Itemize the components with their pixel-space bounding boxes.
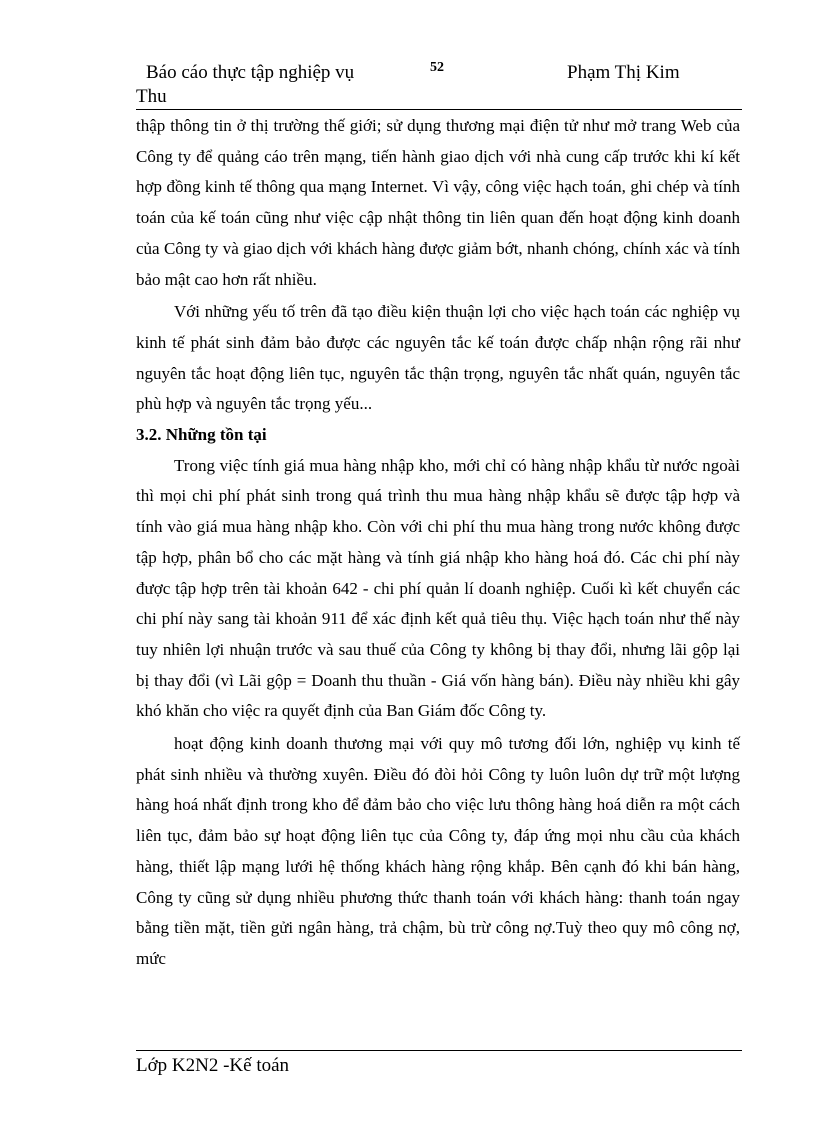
section-heading: 3.2. Những tồn tại <box>136 425 267 445</box>
page-footer: Lớp K2N2 -Kế toán <box>136 1055 290 1076</box>
paragraph: Trong việc tính giá mua hàng nhập kho, mới chỉ có hàng nhập khẩu từ nước ngoài thì mọi chi phí phát sinh trong quá trình thu mua hàng nhập khẩu sẽ được tập hợp và tính vào giá mua hàng nhập kho. Còn với chi phí thu mua hàng trong nước không được tập hợp, phân bổ cho các mặt hàng và tính giá nhập kho hàng hoá đó. Các chi phí này được tập hợp trên tài khoản 642 - chi phí quản lí doanh nghiệp. Cuối kì kết chuyển các chi phí này sang tài khoản 911 để xác định kết quả tiêu thụ. Việc hạch toán như thế này tuy nhiên lợi nhuận trước và sau thuế của Công ty không bị thay đổi, nhưng lãi gộp lại bị thay đổi (vì Lãi gộp = Doanh thu thuần - Giá vốn hàng bán). Điều này nhiều khi gây khó khăn cho việc ra quyết định của Ban Giám đốc Công ty. <box>136 455 740 721</box>
document-body <box>136 111 740 975</box>
paragraph: hoạt động kinh doanh thương mại với quy mô tương đối lớn, nghiệp vụ kinh tế phát sinh nhiều và thường xuyên. Điều đó đòi hỏi Công ty luôn luôn dự trữ một lượng hàng hoá nhất định trong kho để đảm bảo cho việc lưu thông hàng hoá diễn ra một cách liên tục, đảm bảo sự hoạt động liên tục của Công ty, đáp ứng mọi nhu cầu của khách hàng, thiết lập mạng lưới hệ thống khách hàng rộng khắp. Bên cạnh đó khi bán hàng, Công ty cũng sử dụng nhiều phương thức thanh toán với khách hàng: thanh toán ngay bằng tiền mặt, tiền gửi ngân hàng, trả chậm, bù trừ công nợ.Tuỳ theo quy mô công nợ, mức <box>136 734 740 968</box>
paragraph-continued: thập thông tin ở thị trường thế giới; sử dụng thương mại điện tử như mở trang Web của Công ty để quảng cáo trên mạng, tiến hành giao dịch với nhà cung cấp trước khi kí kết hợp đồng kinh tế thông qua mạng Internet. Vì vậy, công việc hạch toán, ghi chép và tính toán của kế toán cũng như việc cập nhật thông tin liên quan đến hoạt động kinh doanh của Công ty và giao dịch với khách hàng được giảm bớt, nhanh chóng, chính xác và tính bảo mật cao hơn rất nhiều. <box>136 116 740 289</box>
footer-divider <box>136 1050 742 1051</box>
header-divider <box>136 109 742 110</box>
header-author-name-continuation: Thu <box>136 86 167 107</box>
paragraph: Với những yếu tố trên đã tạo điều kiện thuận lợi cho việc hạch toán các nghiệp vụ kinh tế phát sinh đảm bảo được các nguyên tắc kế toán được chấp nhận rộng rãi như nguyên tắc hoạt động liên tục, nguyên tắc thận trọng, nguyên tắc nhất quán, nguyên tắc phù hợp và nguyên tắc trọng yếu... <box>136 302 740 414</box>
header-report-title: Báo cáo thực tập nghiệp vụ <box>146 62 355 83</box>
header-author-name: Phạm Thị Kim <box>567 62 680 83</box>
page-number: 52 <box>430 60 444 75</box>
